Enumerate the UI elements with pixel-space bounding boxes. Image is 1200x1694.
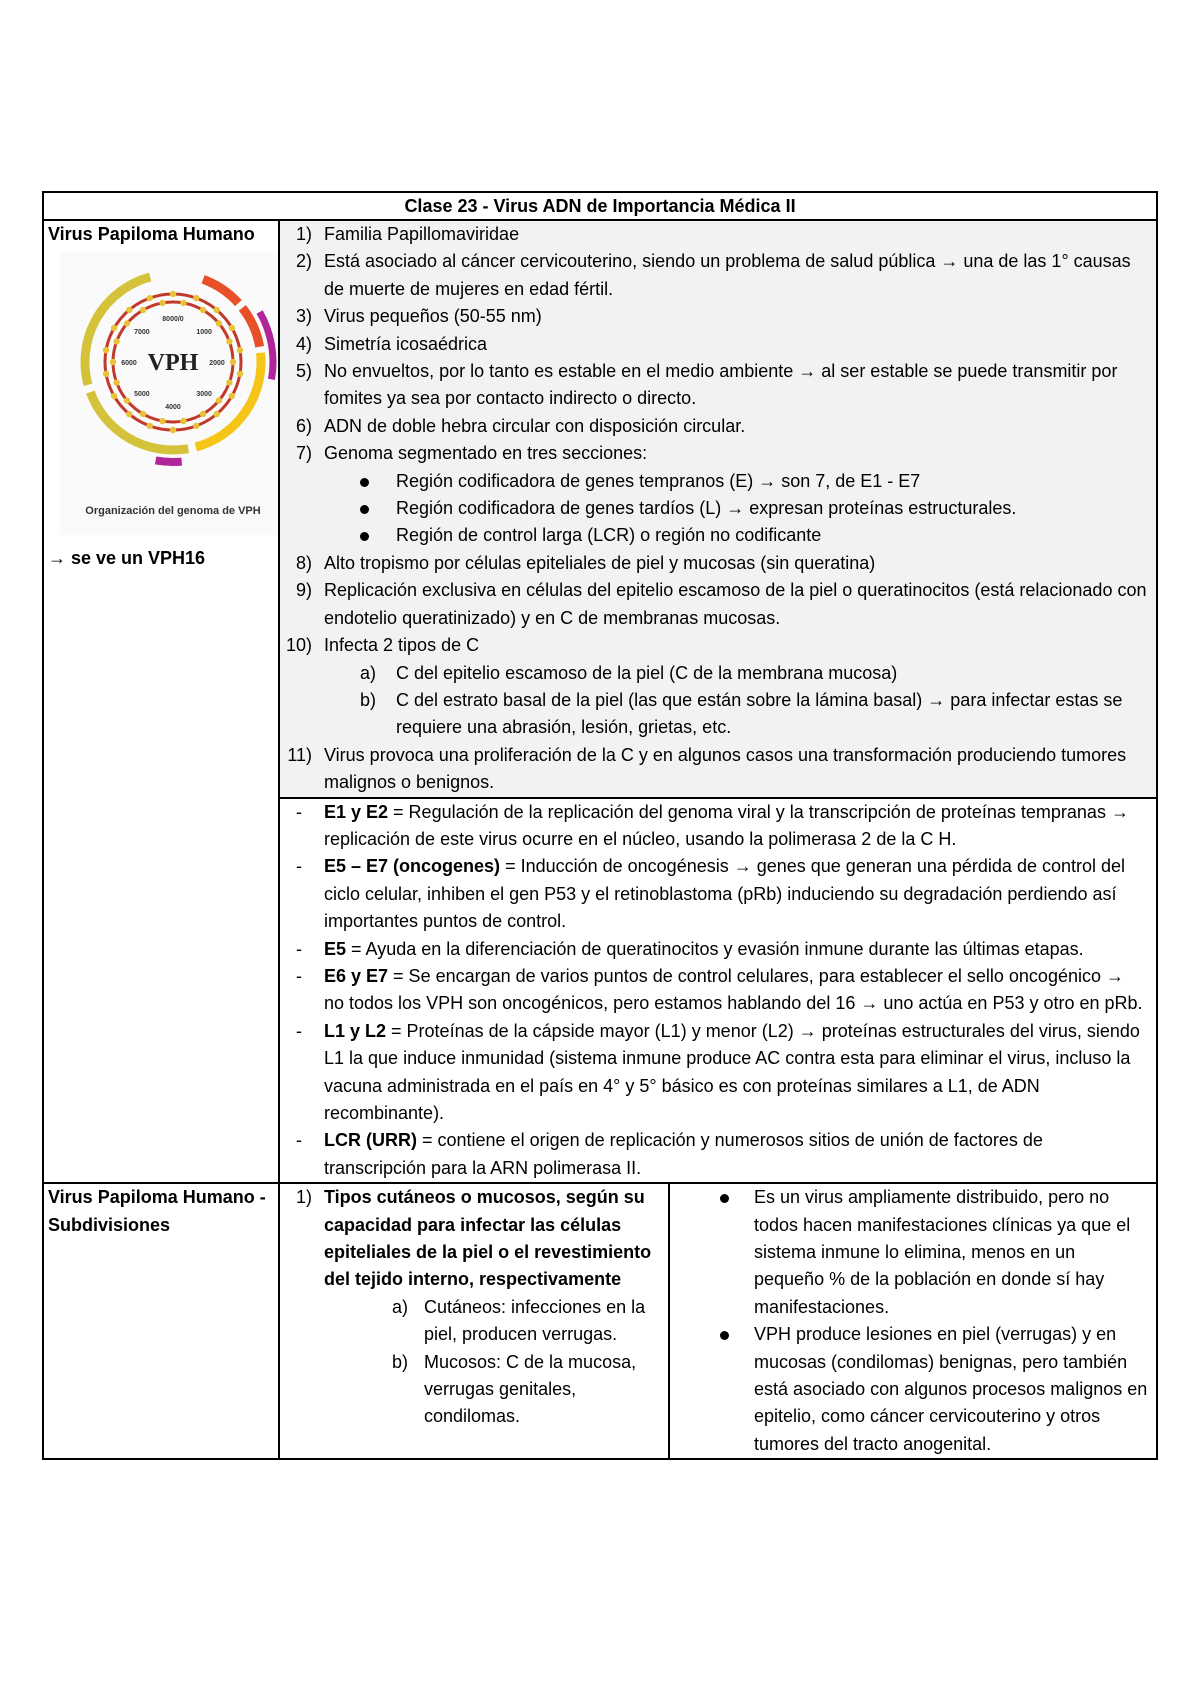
- dna-bead: [159, 418, 165, 424]
- dna-bead: [111, 325, 117, 331]
- gene-term: E5 – E7 (oncogenes): [324, 856, 501, 877]
- item-number: 10): [285, 635, 312, 656]
- types-sublist: [324, 1294, 662, 1431]
- genome-position-label: 7000: [134, 329, 150, 337]
- list-item: [324, 660, 1148, 687]
- list-item: Región de control larga (LCR) o región no codificante: [324, 522, 1148, 549]
- dna-bead: [237, 371, 243, 377]
- dna-bead: [103, 347, 109, 353]
- gene-description: = contiene el origen de replicación y numerosos sitios de unión de factores de transcripción para la ARN polimerasa II.: [324, 1130, 1043, 1178]
- gene-arc-lcr: [156, 461, 182, 463]
- vph-characteristics-cell: [279, 220, 1157, 798]
- dna-bead: [147, 423, 153, 429]
- item-text: Tipos cutáneos o mucosos, según su capacidad para infectar las células epiteliales de la piel o el revestimiento del tejido interno, respectivamente: [324, 1187, 652, 1290]
- list-item: [286, 1184, 662, 1431]
- subdivisions-bullets: [670, 1184, 1148, 1458]
- subdivisions-types-column: [280, 1184, 670, 1458]
- item-text: Simetría icosaédrica: [324, 333, 488, 354]
- dna-bead: [226, 339, 232, 345]
- gene-term: E5: [324, 938, 347, 959]
- dna-bead: [103, 371, 109, 377]
- item-text: C del epitelio escamoso de la piel (C de la membrana mucosa): [396, 662, 898, 683]
- dna-bead: [200, 307, 206, 313]
- item-letter: b): [392, 1351, 409, 1372]
- class-notes-table: [42, 191, 1158, 1460]
- item-text: Infecta 2 tipos de C: [324, 635, 480, 656]
- dna-bead: [237, 347, 243, 353]
- list-item: Región codificadora de genes tardíos (L) → expresan proteínas estructurales.: [324, 495, 1148, 522]
- list-item: Región codificadora de genes tempranos (E) → son 7, de E1 - E7: [324, 468, 1148, 495]
- genome-position-label: 8000/0: [162, 316, 184, 324]
- dna-bead: [140, 411, 146, 417]
- list-item: [286, 1018, 1148, 1128]
- item-text: Cutáneos: infecciones en la piel, producen verrugas.: [424, 1296, 646, 1345]
- list-item: Es un virus ampliamente distribuido, pero no todos hacen manifestaciones clínicas ya que el sistema inmune lo elimina, menos en un pequeño % de la población en donde sí hay manifestaciones.: [670, 1184, 1148, 1321]
- item-text: Virus provoca una proliferación de la C y en algunos casos una transformación produciendo tumores malignos o benignos.: [324, 744, 1127, 793]
- dna-bead: [170, 291, 176, 297]
- dna-bead: [170, 427, 176, 433]
- item-letter: b): [360, 689, 377, 710]
- list-item: [324, 1349, 662, 1431]
- dna-bead: [226, 380, 232, 386]
- gene-description: = Ayuda en la diferenciación de queratinocitos y evasión inmune durante las últimas etapas.: [346, 938, 1084, 959]
- title-row: [43, 192, 1157, 220]
- item-number: 4): [295, 333, 312, 354]
- dna-bead: [229, 393, 235, 399]
- genome-position-label: 3000: [196, 391, 212, 399]
- genome-position-label: 5000: [134, 391, 150, 399]
- list-item: [286, 742, 1148, 797]
- figure-caption: Organización del genoma de VPH: [85, 505, 261, 518]
- dna-bead: [230, 359, 236, 365]
- item-text: No envueltos, por lo tanto es estable en el medio ambiente → al ser estable se puede transmitir por fomites ya sea por contacto indirecto o directo.: [324, 361, 1118, 409]
- item-number: 9): [295, 580, 312, 601]
- dna-bead: [214, 307, 220, 313]
- section-vph-row: [43, 220, 1157, 798]
- dna-bead: [124, 321, 130, 327]
- item-letter: a): [360, 662, 377, 683]
- list-item: [286, 440, 1148, 550]
- cell-types-list: [324, 660, 1148, 742]
- dna-bead: [113, 339, 119, 345]
- genome-position-label: 1000: [196, 329, 212, 337]
- list-item: [286, 358, 1148, 413]
- dna-bead: [180, 418, 186, 424]
- list-item: [286, 1127, 1148, 1182]
- subdivisions-notes-column: [670, 1184, 1156, 1458]
- dna-bead: [214, 411, 220, 417]
- genome-position-label: 6000: [121, 360, 137, 368]
- gene-term: LCR (URR): [324, 1130, 417, 1151]
- item-number: 7): [295, 443, 312, 464]
- list-item: [324, 1294, 662, 1349]
- dna-bead: [124, 398, 130, 404]
- vph-genome-diagram: [60, 252, 286, 535]
- dna-bead: [193, 295, 199, 301]
- list-item: [286, 331, 1148, 358]
- gene-description: = Regulación de la replicación del genoma viral y la transcripción de proteínas tempranas → replicación de este virus ocurre en el núcleo, usando la polimerasa 2 de la C H.: [324, 801, 1129, 849]
- gene-term: E1 y E2: [324, 801, 389, 822]
- item-number: 11): [287, 744, 312, 765]
- gene-description: = Proteínas de la cápside mayor (L1) y menor (L2) → proteínas estructurales del virus, siendo L1 la que induce inmunidad (sistema inmune produce AC contra esta para eliminar el virus, incluso la vacuna administrada en el país en 4° y 5° básico es con proteínas similares a L1, de ADN recombinante).: [324, 1020, 1140, 1123]
- list-item: [286, 853, 1148, 935]
- vph16-note: → se ve un VPH16: [48, 548, 206, 569]
- dna-bead: [147, 295, 153, 301]
- dna-bead: [110, 359, 116, 365]
- item-text: Virus pequeños (50-55 nm): [324, 306, 542, 327]
- gene-arc-e6: [203, 280, 238, 304]
- section-label-cell: [43, 220, 279, 1183]
- subdivisions-content-cell: [279, 1183, 1157, 1459]
- dna-bead: [111, 393, 117, 399]
- dna-bead: [126, 307, 132, 313]
- list-item: [286, 799, 1148, 854]
- item-number: 2): [295, 251, 312, 272]
- list-item: [286, 248, 1148, 303]
- gene-description: = Inducción de oncogénesis → genes que generan una pérdida de control del ciclo celular, inhiben el gen P53 y el retinoblastoma (pRb) induciendo su degradación perdiendo así importantes puntos de control.: [324, 856, 1126, 932]
- genome-sections-list: [324, 468, 1148, 550]
- list-item: [286, 550, 1148, 577]
- gene-functions-list: [286, 799, 1148, 1183]
- subdivisions-row: [43, 1183, 1157, 1459]
- dna-bead: [216, 321, 222, 327]
- item-letter: a): [392, 1296, 409, 1317]
- list-item: [286, 963, 1148, 1018]
- item-number: 6): [295, 415, 312, 436]
- subdivisions-label-cell: [43, 1183, 279, 1459]
- dna-bead: [216, 398, 222, 404]
- section-label-vph: Virus Papiloma Humano: [48, 224, 255, 244]
- section-label-subdivisions: Virus Papiloma Humano - Subdivisiones: [48, 1187, 266, 1235]
- item-text: Replicación exclusiva en células del epitelio escamoso de la piel o queratinocitos (está relacionado con endotelio queratinizado) y en C de membranas mucosas.: [324, 580, 1147, 628]
- dna-bead: [140, 307, 146, 313]
- list-item: [286, 577, 1148, 632]
- dna-bead: [200, 411, 206, 417]
- dna-bead: [126, 411, 132, 417]
- item-number: 5): [295, 361, 312, 382]
- genome-position-label: 4000: [165, 404, 181, 412]
- item-text: Mucosos: C de la mucosa, verrugas genitales, condilomas.: [424, 1351, 637, 1427]
- dna-bead: [159, 300, 165, 306]
- dna-bead: [229, 325, 235, 331]
- item-text: Familia Papillomaviridae: [324, 224, 520, 244]
- list-item: [286, 413, 1148, 440]
- list-item: [286, 303, 1148, 330]
- vph-genome-figure: [60, 252, 286, 535]
- item-number: 1): [295, 1187, 312, 1208]
- dna-bead: [193, 423, 199, 429]
- list-item: [324, 687, 1148, 742]
- dna-bead: [180, 300, 186, 306]
- item-text: ADN de doble hebra circular con disposición circular.: [324, 415, 746, 436]
- item-number: 8): [295, 552, 312, 573]
- genes-cell: [279, 798, 1157, 1184]
- item-number: 1): [295, 224, 312, 244]
- document-title: Clase 23 - Virus ADN de Importancia Médica II: [43, 192, 1157, 220]
- gene-term: L1 y L2: [324, 1020, 387, 1041]
- gene-description: = Se encargan de varios puntos de control celulares, para establecer el sello oncogénico → no todos los VPH son oncogénicos, pero estamos hablando del 16 → uno actúa en P53 y otro en pRb.: [324, 965, 1143, 1014]
- gene-term: E6 y E7: [324, 965, 389, 986]
- list-item: VPH produce lesiones en piel (verrugas) y en mucosas (condilomas) benignas, pero también está asociado con algunos procesos malignos en epitelio, como cáncer cervicouterino y otros tumores del tracto anogenital.: [670, 1321, 1148, 1458]
- vph-characteristics-list: [286, 221, 1148, 797]
- vph-center-label: VPH: [147, 350, 199, 377]
- item-text: C del estrato basal de la piel (las que están sobre la lámina basal) → para infectar estas se requiere una abrasión, lesión, grietas, etc.: [396, 689, 1123, 738]
- subdivisions-list: [286, 1184, 662, 1431]
- list-item: [286, 632, 1148, 742]
- list-item: [286, 221, 1148, 248]
- genome-position-label: 2000: [209, 360, 225, 368]
- dna-bead: [113, 380, 119, 386]
- list-item: [286, 936, 1148, 963]
- item-text: Genoma segmentado en tres secciones:: [324, 443, 648, 464]
- item-text: Alto tropismo por células epiteliales de piel y mucosas (sin queratina): [324, 552, 876, 573]
- item-number: 3): [295, 306, 312, 327]
- item-text: Está asociado al cáncer cervicouterino, siendo un problema de salud pública → una de las 1° causas de muerte de mujeres en edad fértil.: [324, 251, 1131, 299]
